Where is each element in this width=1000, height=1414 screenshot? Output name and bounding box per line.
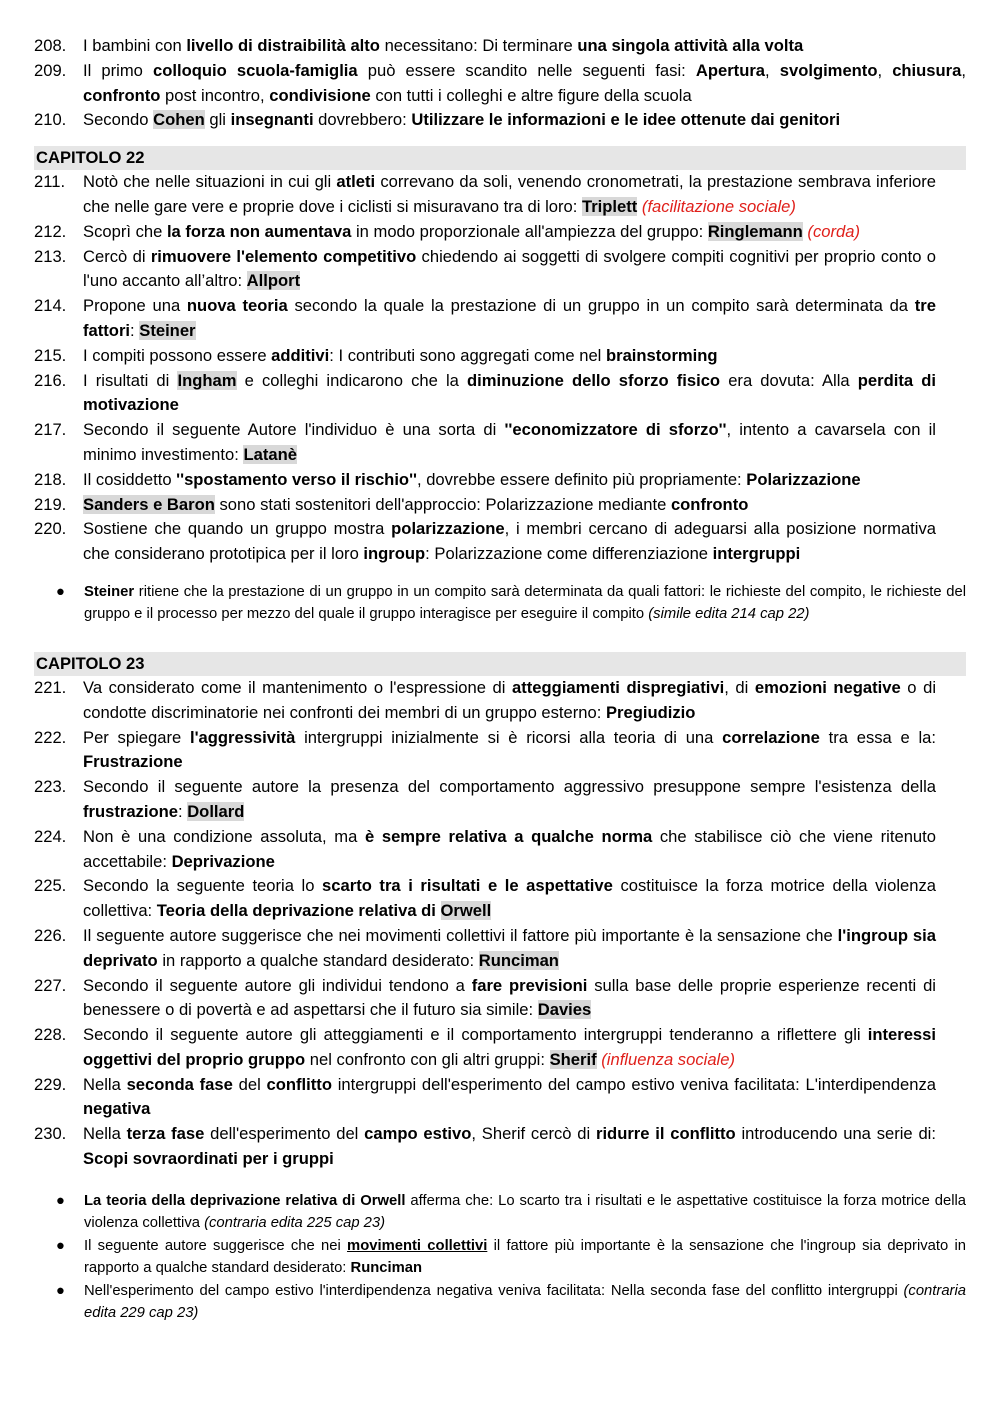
question-item	[34, 220, 966, 245]
question-item	[34, 726, 966, 776]
text-run: (contraria edita 225 cap 23)	[204, 1215, 386, 1232]
text-run: negativa	[83, 1099, 151, 1119]
question-text	[83, 294, 966, 344]
question-number: 219.	[34, 494, 67, 514]
text-run: , dovrebbe essere definito più propriamente:	[416, 469, 747, 489]
highlighted-answer: Runciman	[478, 950, 559, 970]
text-run: Deprivazione	[171, 851, 275, 871]
question-text	[83, 924, 966, 974]
text-run: Propone una	[83, 296, 187, 316]
note-text	[84, 1235, 966, 1280]
text-run: secondo la quale la prestazione di un gruppo in un compito sarà determinata da	[287, 296, 915, 316]
text-run: Per spiegare	[83, 727, 190, 747]
text-run: confronto	[83, 85, 161, 105]
text-run: Apertura	[695, 60, 766, 80]
text-run: intergruppi inizialmente si è ricorsi alla teoria di una	[295, 727, 723, 747]
text-run: :	[177, 801, 188, 821]
question-number: 211.	[34, 172, 66, 192]
text-run: ritiene che la prestazione di un gruppo in un compito sarà determinata da quali fattori: le richieste del compito, le richieste del gruppo e il processo per mezzo del quale il gruppo interagisce per eseguire il compito	[84, 583, 966, 623]
text-run: ,	[765, 60, 780, 80]
highlighted-answer: Triplett	[581, 196, 638, 216]
text-run: sulla base delle proprie esperienze recenti di benessere o di povertà e ad aspettarsi che il futuro sia simile:	[83, 975, 936, 1020]
question-number: 215.	[34, 345, 67, 365]
text-run: l'ingroup sia deprivato	[83, 925, 936, 970]
highlighted-answer: Steiner	[139, 320, 196, 340]
question-text	[83, 220, 966, 245]
text-run: , intento a cavarsela con il minimo investimento:	[83, 420, 936, 464]
highlighted-answer: Allport	[246, 271, 301, 291]
text-run: una singola attività alla volta	[577, 36, 804, 55]
text-run: intergruppi	[712, 544, 801, 564]
text-run: Va considerato come il mantenimento o l'espressione di	[83, 677, 513, 697]
text-run: , di	[724, 677, 755, 697]
highlighted-answer: Sanders e Baron	[83, 494, 215, 514]
text-run: intergruppi dell'esperimento del campo estivo veniva facilitata: L'interdipendenza	[331, 1074, 936, 1094]
question-item	[34, 170, 966, 220]
question-list-top	[34, 34, 966, 133]
question-number: 213.	[34, 246, 67, 266]
text-run: il fattore più importante è la sensazione che l'ingroup sia deprivato in rapporto a qualche standard desiderato:	[84, 1237, 966, 1277]
chapter-22-question-list	[34, 170, 966, 567]
note-text	[84, 1280, 966, 1325]
text-run: e colleghi indicarono che la	[236, 370, 468, 390]
text-run: Notò che nelle situazioni in cui gli	[83, 172, 337, 192]
text-run: sono stati sostenitori dell'approccio: Polarizzazione mediante	[214, 494, 671, 514]
text-run: insegnanti	[230, 110, 314, 130]
question-text	[83, 170, 966, 220]
question-item	[34, 34, 966, 59]
question-text	[83, 418, 966, 468]
text-run: era dovuta: Alla	[720, 370, 858, 390]
question-number: 210.	[34, 110, 67, 130]
note-item	[34, 1190, 966, 1235]
question-number: 214.	[34, 296, 67, 316]
question-number: 223.	[34, 777, 67, 797]
chapter-23-question-list	[34, 676, 966, 1172]
text-run: o di condotte discriminatorie nei confronti dei membri di un gruppo esterno:	[83, 677, 937, 722]
bullet-icon: ●	[56, 583, 65, 600]
question-text	[83, 369, 966, 419]
chapter-23-notes	[34, 1190, 966, 1325]
question-item	[34, 974, 966, 1024]
text-run: I risultati di	[83, 370, 178, 390]
text-run: Scopi sovraordinati per i gruppi	[83, 1149, 334, 1169]
question-item	[34, 493, 966, 518]
text-run: Cercò di	[83, 246, 151, 266]
text-run: rimuovere l'elemento competitivo	[150, 246, 417, 266]
question-text	[83, 344, 966, 369]
highlighted-answer: Dollard	[187, 801, 245, 821]
text-run: chiedendo ai soggetti di svolgere compiti cognitivi per proprio conto o l'uno accanto all’altro:	[83, 246, 936, 291]
bullet-icon: ●	[56, 1237, 65, 1254]
highlighted-answer: Ingham	[177, 370, 237, 390]
text-run: chiusura	[892, 60, 962, 80]
question-number: 222.	[34, 727, 67, 747]
question-item	[34, 517, 966, 567]
text-run: Secondo il seguente autore gli atteggiamenti e il comportamento intergruppi tenderanno a riflettere gli	[83, 1025, 868, 1045]
text-run: frustrazione	[83, 801, 178, 821]
text-run: Il primo	[83, 60, 153, 80]
text-run: Nella	[83, 1124, 127, 1144]
question-item	[34, 1122, 966, 1172]
question-text	[83, 517, 966, 567]
question-text	[83, 468, 966, 493]
question-text	[83, 726, 966, 776]
question-number: 209.	[34, 60, 67, 80]
question-item	[34, 344, 966, 369]
question-number: 208.	[34, 36, 67, 55]
question-number: 218.	[34, 469, 67, 489]
question-number: 217.	[34, 420, 67, 440]
note-item	[34, 1280, 966, 1325]
text-run: campo estivo	[364, 1124, 472, 1144]
text-run: ''spostamento verso il rischio''	[176, 469, 417, 489]
question-number: 221.	[34, 677, 67, 697]
text-run: può essere scandito nelle seguenti fasi:	[357, 60, 696, 80]
note-text	[84, 581, 966, 626]
question-text	[83, 108, 966, 133]
question-item	[34, 369, 966, 419]
question-text	[83, 34, 966, 59]
highlighted-answer: Latanè	[243, 444, 297, 464]
text-run: atteggiamenti dispregiativi	[512, 677, 725, 697]
question-number: 224.	[34, 826, 67, 846]
text-run: è sempre relativa a qualche norma	[364, 826, 653, 846]
text-run: emozioni negative	[754, 677, 901, 697]
question-text	[83, 1023, 966, 1073]
question-number: 216.	[34, 370, 67, 390]
text-run: : Polarizzazione come differenziazione	[425, 544, 713, 564]
text-run: costituisce la forza motrice della violenza collettiva:	[83, 876, 936, 921]
text-run: nel confronto con gli altri gruppi:	[305, 1049, 550, 1069]
text-run: afferma che: Lo scarto tra i risultati e le aspettative costituisce la forza motrice della violenza collettiva	[84, 1192, 967, 1232]
annotation-text: (corda)	[807, 221, 860, 241]
text-run: atleti	[336, 172, 376, 192]
text-run: Secondo il seguente autore la presenza del comportamento aggressivo presuppone sempre l'esistenza della	[83, 777, 936, 797]
question-item	[34, 59, 966, 109]
text-run: in modo proporzionale all'ampiezza del gruppo:	[351, 221, 708, 241]
text-run: gli	[204, 110, 231, 130]
text-run: introducendo una serie di:	[735, 1124, 936, 1144]
text-run: La teoria della deprivazione relativa di Orwell	[84, 1192, 406, 1209]
highlighted-answer: Orwell	[440, 901, 492, 921]
text-run: colloquio scuola-famiglia	[153, 60, 358, 80]
question-number: 229.	[34, 1074, 67, 1094]
text-run: diminuzione dello sforzo fisico	[467, 370, 721, 390]
note-item	[34, 1235, 966, 1280]
question-item	[34, 418, 966, 468]
question-text	[83, 874, 966, 924]
text-run: ''economizzatore di sforzo''	[504, 420, 727, 440]
chapter-23-heading: CAPITOLO 23	[34, 652, 966, 676]
chapter-22-notes	[34, 581, 966, 626]
text-run: correlazione	[722, 727, 820, 747]
text-run: che stabilisce ciò che viene ritenuto accettabile:	[83, 826, 936, 871]
text-run: in rapporto a qualche standard desiderato:	[157, 950, 479, 970]
text-run: movimenti collettivi	[347, 1237, 488, 1254]
text-run: con tutti i colleghi e altre figure della scuola	[370, 85, 692, 105]
text-run: polarizzazione	[391, 519, 505, 539]
text-run: brainstorming	[605, 345, 718, 365]
question-text	[83, 245, 966, 295]
text-run: confronto	[670, 494, 749, 514]
highlighted-answer: Ringlemann	[707, 221, 803, 241]
text-run: Il seguente autore suggerisce che nei movimenti collettivi il fattore più importante è la sensazione che	[83, 925, 838, 945]
question-item	[34, 294, 966, 344]
question-number: 228.	[34, 1025, 67, 1045]
question-number: 220.	[34, 519, 67, 539]
text-run: :	[130, 320, 140, 340]
text-run: , i membri cercano di adeguarsi alla posizione normativa che considerano prototipica per il loro	[83, 519, 936, 564]
text-run: I bambini con	[83, 36, 187, 55]
question-item	[34, 1073, 966, 1123]
bullet-icon: ●	[56, 1192, 65, 1209]
text-run: l'aggressività	[189, 727, 296, 747]
text-run: ,	[877, 60, 893, 80]
text-run: Secondo la seguente teoria lo	[83, 876, 323, 896]
question-text	[83, 775, 966, 825]
question-item	[34, 874, 966, 924]
text-run: condivisione	[269, 85, 371, 105]
text-run: Secondo il seguente Autore l'individuo è una sorta di	[83, 420, 505, 440]
text-run: correvano da soli, venendo cronometrati, la prestazione sembrava inferiore che nelle gare vere e proprie dove i ciclisti si misuravano tra di loro:	[83, 172, 936, 216]
question-number: 226.	[34, 925, 67, 945]
text-run: dell'esperimento del	[204, 1124, 365, 1144]
text-run: Polarizzazione	[746, 469, 861, 489]
text-run: Scoprì che	[83, 221, 167, 241]
annotation-text: (facilitazione sociale)	[641, 196, 796, 216]
question-item	[34, 245, 966, 295]
text-run: Teoria della deprivazione relativa di	[156, 901, 441, 921]
question-item	[34, 468, 966, 493]
question-item	[34, 676, 966, 726]
question-item	[34, 825, 966, 875]
text-run: Utilizzare le informazioni e le idee ottenute dai genitori	[411, 110, 841, 130]
question-item	[34, 924, 966, 974]
question-text	[83, 493, 966, 518]
text-run: perdita di motivazione	[83, 370, 936, 415]
text-run: Pregiudizio	[605, 702, 696, 722]
question-text	[83, 825, 966, 875]
text-run: (contraria edita 229 cap 23)	[84, 1282, 966, 1322]
text-run: terza fase	[126, 1124, 205, 1144]
text-run: Nell'esperimento del campo estivo l'interdipendenza negativa veniva facilitata: Nella seconda fase del conflitto intergruppi	[84, 1282, 904, 1299]
text-run: Nella	[83, 1074, 127, 1094]
bullet-icon: ●	[56, 1282, 65, 1299]
text-run: Secondo il seguente autore gli individui tendono a	[83, 975, 472, 995]
text-run: tra essa e la:	[819, 727, 936, 747]
question-text	[83, 974, 966, 1024]
text-run: Il cosiddetto	[83, 469, 177, 489]
question-text	[83, 59, 966, 109]
chapter-22-heading: CAPITOLO 22	[34, 146, 966, 170]
text-run: fare previsioni	[471, 975, 588, 995]
text-run: svolgimento	[779, 60, 878, 80]
text-run: ,	[961, 60, 966, 80]
text-run: additivi	[271, 345, 330, 365]
text-run: I compiti possono essere	[83, 345, 272, 365]
text-run: Runciman	[350, 1260, 423, 1277]
text-run: livello di distraibilità alto	[186, 36, 380, 55]
text-run: : I contributi sono aggregati come nel	[329, 345, 606, 365]
question-item	[34, 775, 966, 825]
question-number: 227.	[34, 975, 67, 995]
text-run: , Sherif cercò di	[471, 1124, 596, 1144]
note-text	[84, 1190, 966, 1235]
text-run: nuova teoria	[186, 296, 288, 316]
question-text	[83, 1122, 966, 1172]
highlighted-answer: Cohen	[153, 110, 205, 130]
note-item	[34, 581, 966, 626]
highlighted-answer: Sherif	[549, 1049, 597, 1069]
question-item	[34, 1023, 966, 1073]
text-run: Sostiene che quando un gruppo mostra	[83, 519, 392, 539]
text-run: del	[232, 1074, 267, 1094]
question-text	[83, 1073, 966, 1123]
question-number: 212.	[34, 221, 67, 241]
text-run: la forza non aumentava	[166, 221, 352, 241]
text-run: seconda fase	[126, 1074, 233, 1094]
question-number: 225.	[34, 876, 67, 896]
question-number: 230.	[34, 1124, 67, 1144]
annotation-text: (influenza sociale)	[601, 1049, 735, 1069]
text-run: scarto tra i risultati e le aspettative	[322, 876, 613, 896]
text-run: Steiner	[84, 583, 135, 600]
text-run: Il seguente autore suggerisce che nei	[84, 1237, 348, 1254]
question-text	[83, 676, 966, 726]
text-run: ridurre il conflitto	[595, 1124, 736, 1144]
text-run: dovrebbero:	[313, 110, 412, 130]
text-run: conflitto	[266, 1074, 332, 1094]
text-run: Secondo	[83, 110, 154, 130]
text-run: post incontro,	[160, 85, 270, 105]
question-item	[34, 108, 966, 133]
text-run: tre fattori	[83, 296, 936, 340]
text-run: Frustrazione	[83, 752, 183, 772]
highlighted-answer: Davies	[537, 1000, 592, 1020]
text-run: ingroup	[363, 544, 426, 564]
text-run: Non è una condizione assoluta, ma	[83, 826, 365, 846]
text-run: (simile edita 214 cap 22)	[648, 606, 810, 623]
text-run: necessitano: Di terminare	[379, 36, 578, 55]
text-run: interessi oggettivi del proprio gruppo	[83, 1025, 936, 1069]
